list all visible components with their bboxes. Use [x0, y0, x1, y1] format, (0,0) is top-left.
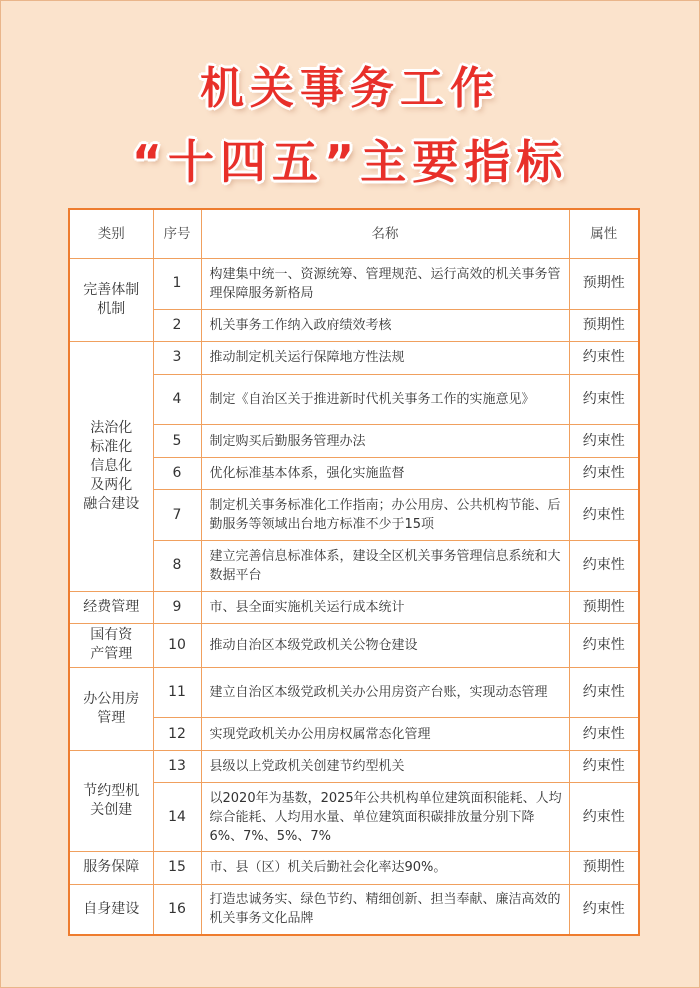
number-cell: 15 — [153, 852, 201, 884]
attribute-cell: 约束性 — [569, 750, 639, 782]
indicator-name-cell: 以2020年为基数，2025年公共机构单位建筑面积能耗、人均综合能耗、人均用水量、单位建筑面积碳排放量分别下降6%、7%、5%、7% — [201, 783, 569, 852]
table-row — [69, 259, 639, 310]
table-row — [69, 591, 639, 623]
category-label-line: 办公用房 — [83, 690, 140, 707]
number-cell: 7 — [153, 490, 201, 541]
category-cell — [69, 667, 153, 750]
table-row — [69, 490, 639, 541]
category-label-line: 完善体制 — [83, 282, 140, 299]
page-title: 机关事务工作 — [200, 63, 500, 114]
number-cell: 11 — [153, 667, 201, 718]
number-cell: 12 — [153, 718, 201, 750]
number-cell: 4 — [153, 374, 201, 425]
table-row — [69, 309, 639, 341]
indicator-name-cell: 制定机关事务标准化工作指南；办公用房、公共机构节能、后勤服务等领域出台地方标准不少于15项 — [201, 490, 569, 541]
indicator-name-cell: 机关事务工作纳入政府绩效考核 — [201, 309, 569, 341]
attribute-cell: 约束性 — [569, 540, 639, 591]
table-row — [69, 374, 639, 425]
indicator-name-cell: 市、县全面实施机关运行成本统计 — [201, 591, 569, 623]
header-number: 序号 — [153, 209, 201, 259]
indicator-name-cell: 建立完善信息标准体系，建设全区机关事务管理信息系统和大数据平台 — [201, 540, 569, 591]
number-cell: 14 — [153, 783, 201, 852]
category-label-line: 节约型机 — [83, 783, 140, 800]
category-label-line: 国有资 — [90, 627, 133, 644]
attribute-cell: 约束性 — [569, 457, 639, 489]
attribute-cell: 约束性 — [569, 425, 639, 457]
attribute-cell: 约束性 — [569, 667, 639, 718]
header-name: 名称 — [201, 209, 569, 259]
number-cell: 5 — [153, 425, 201, 457]
category-label-line: 管理 — [97, 709, 126, 726]
category-cell — [69, 884, 153, 935]
indicators-table — [68, 208, 640, 936]
table-row — [69, 783, 639, 852]
category-label-line: 及两化 — [90, 476, 133, 493]
attribute-cell: 约束性 — [569, 718, 639, 750]
header-category: 类别 — [69, 209, 153, 259]
category-label-line: 自身建设 — [83, 900, 140, 917]
indicator-name-cell: 制定《自治区关于推进新时代机关事务工作的实施意见》 — [201, 374, 569, 425]
indicator-name-cell: 打造忠诚务实、绿色节约、精细创新、担当奉献、廉洁高效的机关事务文化品牌 — [201, 884, 569, 935]
number-cell: 2 — [153, 309, 201, 341]
category-label-line: 标准化 — [90, 438, 133, 455]
attribute-cell: 预期性 — [569, 591, 639, 623]
category-label-line: 经费管理 — [83, 598, 140, 615]
number-cell: 10 — [153, 624, 201, 668]
table-row — [69, 750, 639, 782]
category-label-line: 信息化 — [90, 457, 133, 474]
indicator-name-cell: 构建集中统一、资源统筹、管理规范、运行高效的机关事务管理保障服务新格局 — [201, 259, 569, 310]
number-cell: 13 — [153, 750, 201, 782]
attribute-cell: 约束性 — [569, 884, 639, 935]
category-cell — [69, 259, 153, 342]
table-body — [69, 259, 639, 936]
table-row — [69, 884, 639, 935]
page-subtitle: “十四五”主要指标 — [131, 135, 569, 189]
table-row — [69, 718, 639, 750]
header-attribute: 属性 — [569, 209, 639, 259]
number-cell: 3 — [153, 342, 201, 374]
attribute-cell: 约束性 — [569, 374, 639, 425]
table-header-row — [69, 209, 639, 259]
attribute-cell: 约束性 — [569, 342, 639, 374]
indicator-name-cell: 制定购买后勤服务管理办法 — [201, 425, 569, 457]
attribute-cell: 预期性 — [569, 852, 639, 884]
table-row — [69, 457, 639, 489]
category-cell — [69, 852, 153, 884]
number-cell: 9 — [153, 591, 201, 623]
number-cell: 1 — [153, 259, 201, 310]
indicator-name-cell: 优化标准基本体系，强化实施监督 — [201, 457, 569, 489]
category-label-line: 融合建设 — [83, 495, 140, 512]
table-row — [69, 342, 639, 374]
attribute-cell: 约束性 — [569, 624, 639, 668]
indicator-name-cell: 推动制定机关运行保障地方性法规 — [201, 342, 569, 374]
category-label-line: 机制 — [97, 301, 126, 318]
table-row — [69, 852, 639, 884]
table-row — [69, 540, 639, 591]
number-cell: 8 — [153, 540, 201, 591]
indicator-name-cell: 推动自治区本级党政机关公物仓建设 — [201, 624, 569, 668]
attribute-cell: 预期性 — [569, 309, 639, 341]
category-cell — [69, 591, 153, 623]
indicator-name-cell: 市、县（区）机关后勤社会化率达90%。 — [201, 852, 569, 884]
table-row — [69, 624, 639, 668]
attribute-cell: 约束性 — [569, 490, 639, 541]
indicator-name-cell: 建立自治区本级党政机关办公用房资产台账，实现动态管理 — [201, 667, 569, 718]
indicator-name-cell: 县级以上党政机关创建节约型机关 — [201, 750, 569, 782]
category-label-line: 法治化 — [90, 419, 133, 436]
number-cell: 6 — [153, 457, 201, 489]
table-row — [69, 425, 639, 457]
category-cell — [69, 624, 153, 668]
category-cell — [69, 342, 153, 591]
indicator-name-cell: 实现党政机关办公用房权属常态化管理 — [201, 718, 569, 750]
table-row — [69, 667, 639, 718]
number-cell: 16 — [153, 884, 201, 935]
category-label-line: 服务保障 — [83, 859, 140, 876]
category-cell — [69, 750, 153, 851]
category-label-line: 关创建 — [90, 802, 133, 819]
attribute-cell: 预期性 — [569, 259, 639, 310]
attribute-cell: 约束性 — [569, 783, 639, 852]
category-label-line: 产管理 — [90, 646, 133, 663]
